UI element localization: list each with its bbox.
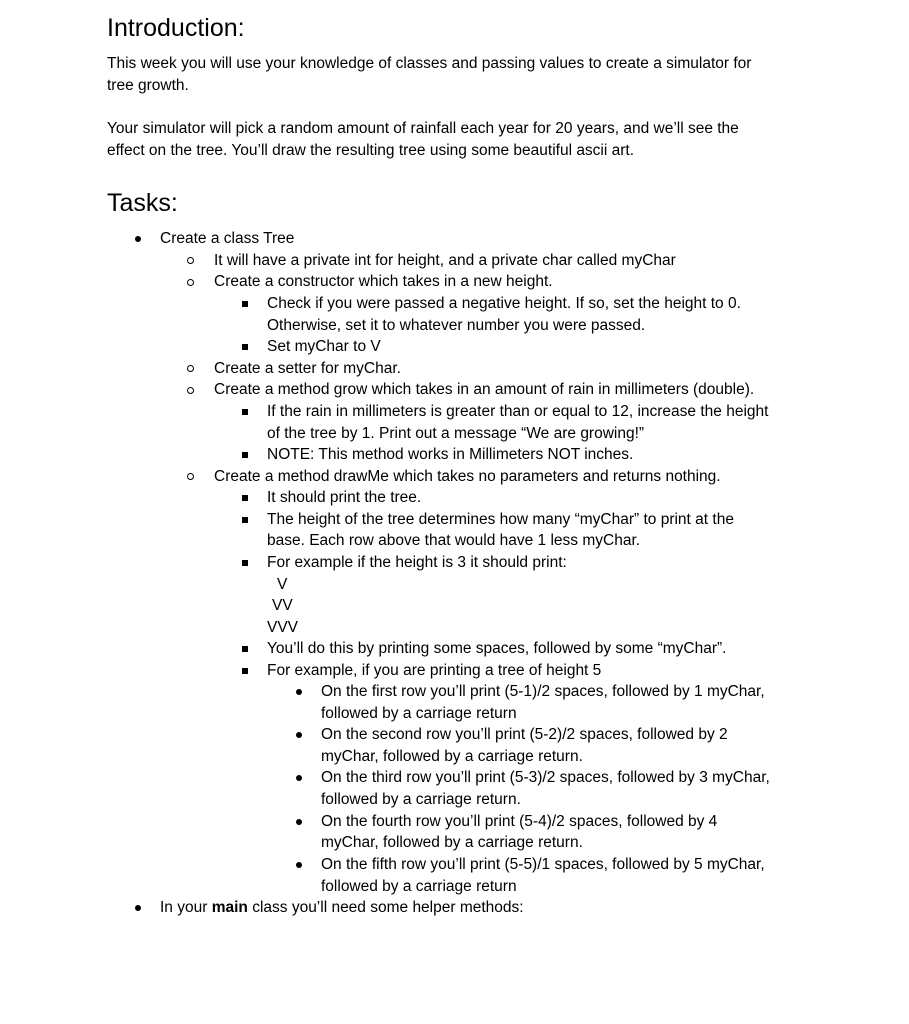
ascii-tree-row-2: VV [272,597,293,614]
subtask-example-height-3: For example if the height is 3 it should print: [267,554,567,571]
row-4-line-1: On the fourth row you’ll print (5-4)/2 spaces, followed by 4 [321,813,718,830]
bullet-square-icon [242,452,248,458]
row-2-line-1: On the second row you’ll print (5-2)/2 spaces, followed by 2 [321,726,728,743]
introduction-heading: Introduction: [107,14,245,42]
subtask-grow-method: Create a method grow which takes in an amount of rain in millimeters (double). [214,381,755,398]
subtask-check-negative-line-2: Otherwise, set it to whatever number you were passed. [267,317,646,334]
subtask-constructor: Create a constructor which takes in a new height. [214,273,553,290]
subtask-spaces-explanation: You’ll do this by printing some spaces, followed by some “myChar”. [267,640,727,657]
subtask-rain-check-line-2: of the tree by 1. Print out a message “We are growing!” [267,425,645,442]
bullet-filled-icon [296,819,302,825]
row-1-line-1: On the first row you’ll print (5-1)/2 spaces, followed by 1 myChar, [321,683,765,700]
row-4-line-2: myChar, followed by a carriage return. [321,834,583,851]
intro-paragraph-1-line-1: This week you will use your knowledge of classes and passing values to create a simulator for [107,55,752,72]
subtask-setter: Create a setter for myChar. [214,360,401,377]
bullet-open-icon [187,279,194,286]
task-item-main-helpers [160,897,524,919]
subtask-note-millimeters: NOTE: This method works in Millimeters NOT inches. [267,446,634,463]
row-3-line-2: followed by a carriage return. [321,791,521,808]
subtask-rain-check-line-1: If the rain in millimeters is greater than or equal to 12, increase the height [267,403,769,420]
subtask-check-negative-line-1: Check if you were passed a negative height. If so, set the height to 0. [267,295,741,312]
bullet-square-icon [242,301,248,307]
row-3-line-1: On the third row you’ll print (5-3)/2 spaces, followed by 3 myChar, [321,769,770,786]
task-item-create-class: Create a class Tree [160,230,295,247]
subtask-height-base-line-1: The height of the tree determines how many “myChar” to print at the [267,511,734,528]
bullet-filled-icon [135,236,141,242]
ascii-tree-row-3: VVV [267,619,299,636]
row-5-line-1: On the fifth row you’ll print (5-5)/1 spaces, followed by 5 myChar, [321,856,765,873]
intro-paragraph-2-line-1: Your simulator will pick a random amount of rainfall each year for 20 years, and we’ll see the [107,120,739,137]
bullet-open-icon [187,257,194,264]
bullet-square-icon [242,668,248,674]
intro-paragraph-2-line-2: effect on the tree. You’ll draw the resulting tree using some beautiful ascii art. [107,142,635,159]
subtask-drawme-method: Create a method drawMe which takes no parameters and returns nothing. [214,468,721,485]
bullet-filled-icon [296,732,302,738]
subtask-height-base-line-2: base. Each row above that would have 1 less myChar. [267,532,641,549]
bullet-square-icon [242,517,248,523]
main-helpers-suffix: class you’ll need some helper methods: [247,899,524,916]
bullet-open-icon [187,387,194,394]
row-2-line-2: myChar, followed by a carriage return. [321,748,583,765]
subtask-print-tree: It should print the tree. [267,489,422,506]
row-5-line-2: followed by a carriage return [321,878,517,895]
bullet-filled-icon [296,862,302,868]
bullet-filled-icon [135,905,141,911]
intro-paragraph-1-line-2: tree growth. [107,77,189,94]
bullet-open-icon [187,473,194,480]
subtask-example-height-5: For example, if you are printing a tree of height 5 [267,662,602,679]
ascii-tree-row-1: V [277,576,288,593]
bullet-square-icon [242,646,248,652]
bullet-open-icon [187,365,194,372]
subtask-set-mychar: Set myChar to V [267,338,381,355]
bullet-square-icon [242,495,248,501]
bullet-square-icon [242,560,248,566]
main-helpers-prefix: In your [160,899,212,916]
bullet-filled-icon [296,775,302,781]
bullet-square-icon [242,409,248,415]
bullet-square-icon [242,344,248,350]
tasks-heading: Tasks: [107,189,178,217]
bullet-filled-icon [296,689,302,695]
subtask-private-fields: It will have a private int for height, and a private char called myChar [214,252,676,269]
main-keyword: main [211,899,248,916]
row-1-line-2: followed by a carriage return [321,705,517,722]
